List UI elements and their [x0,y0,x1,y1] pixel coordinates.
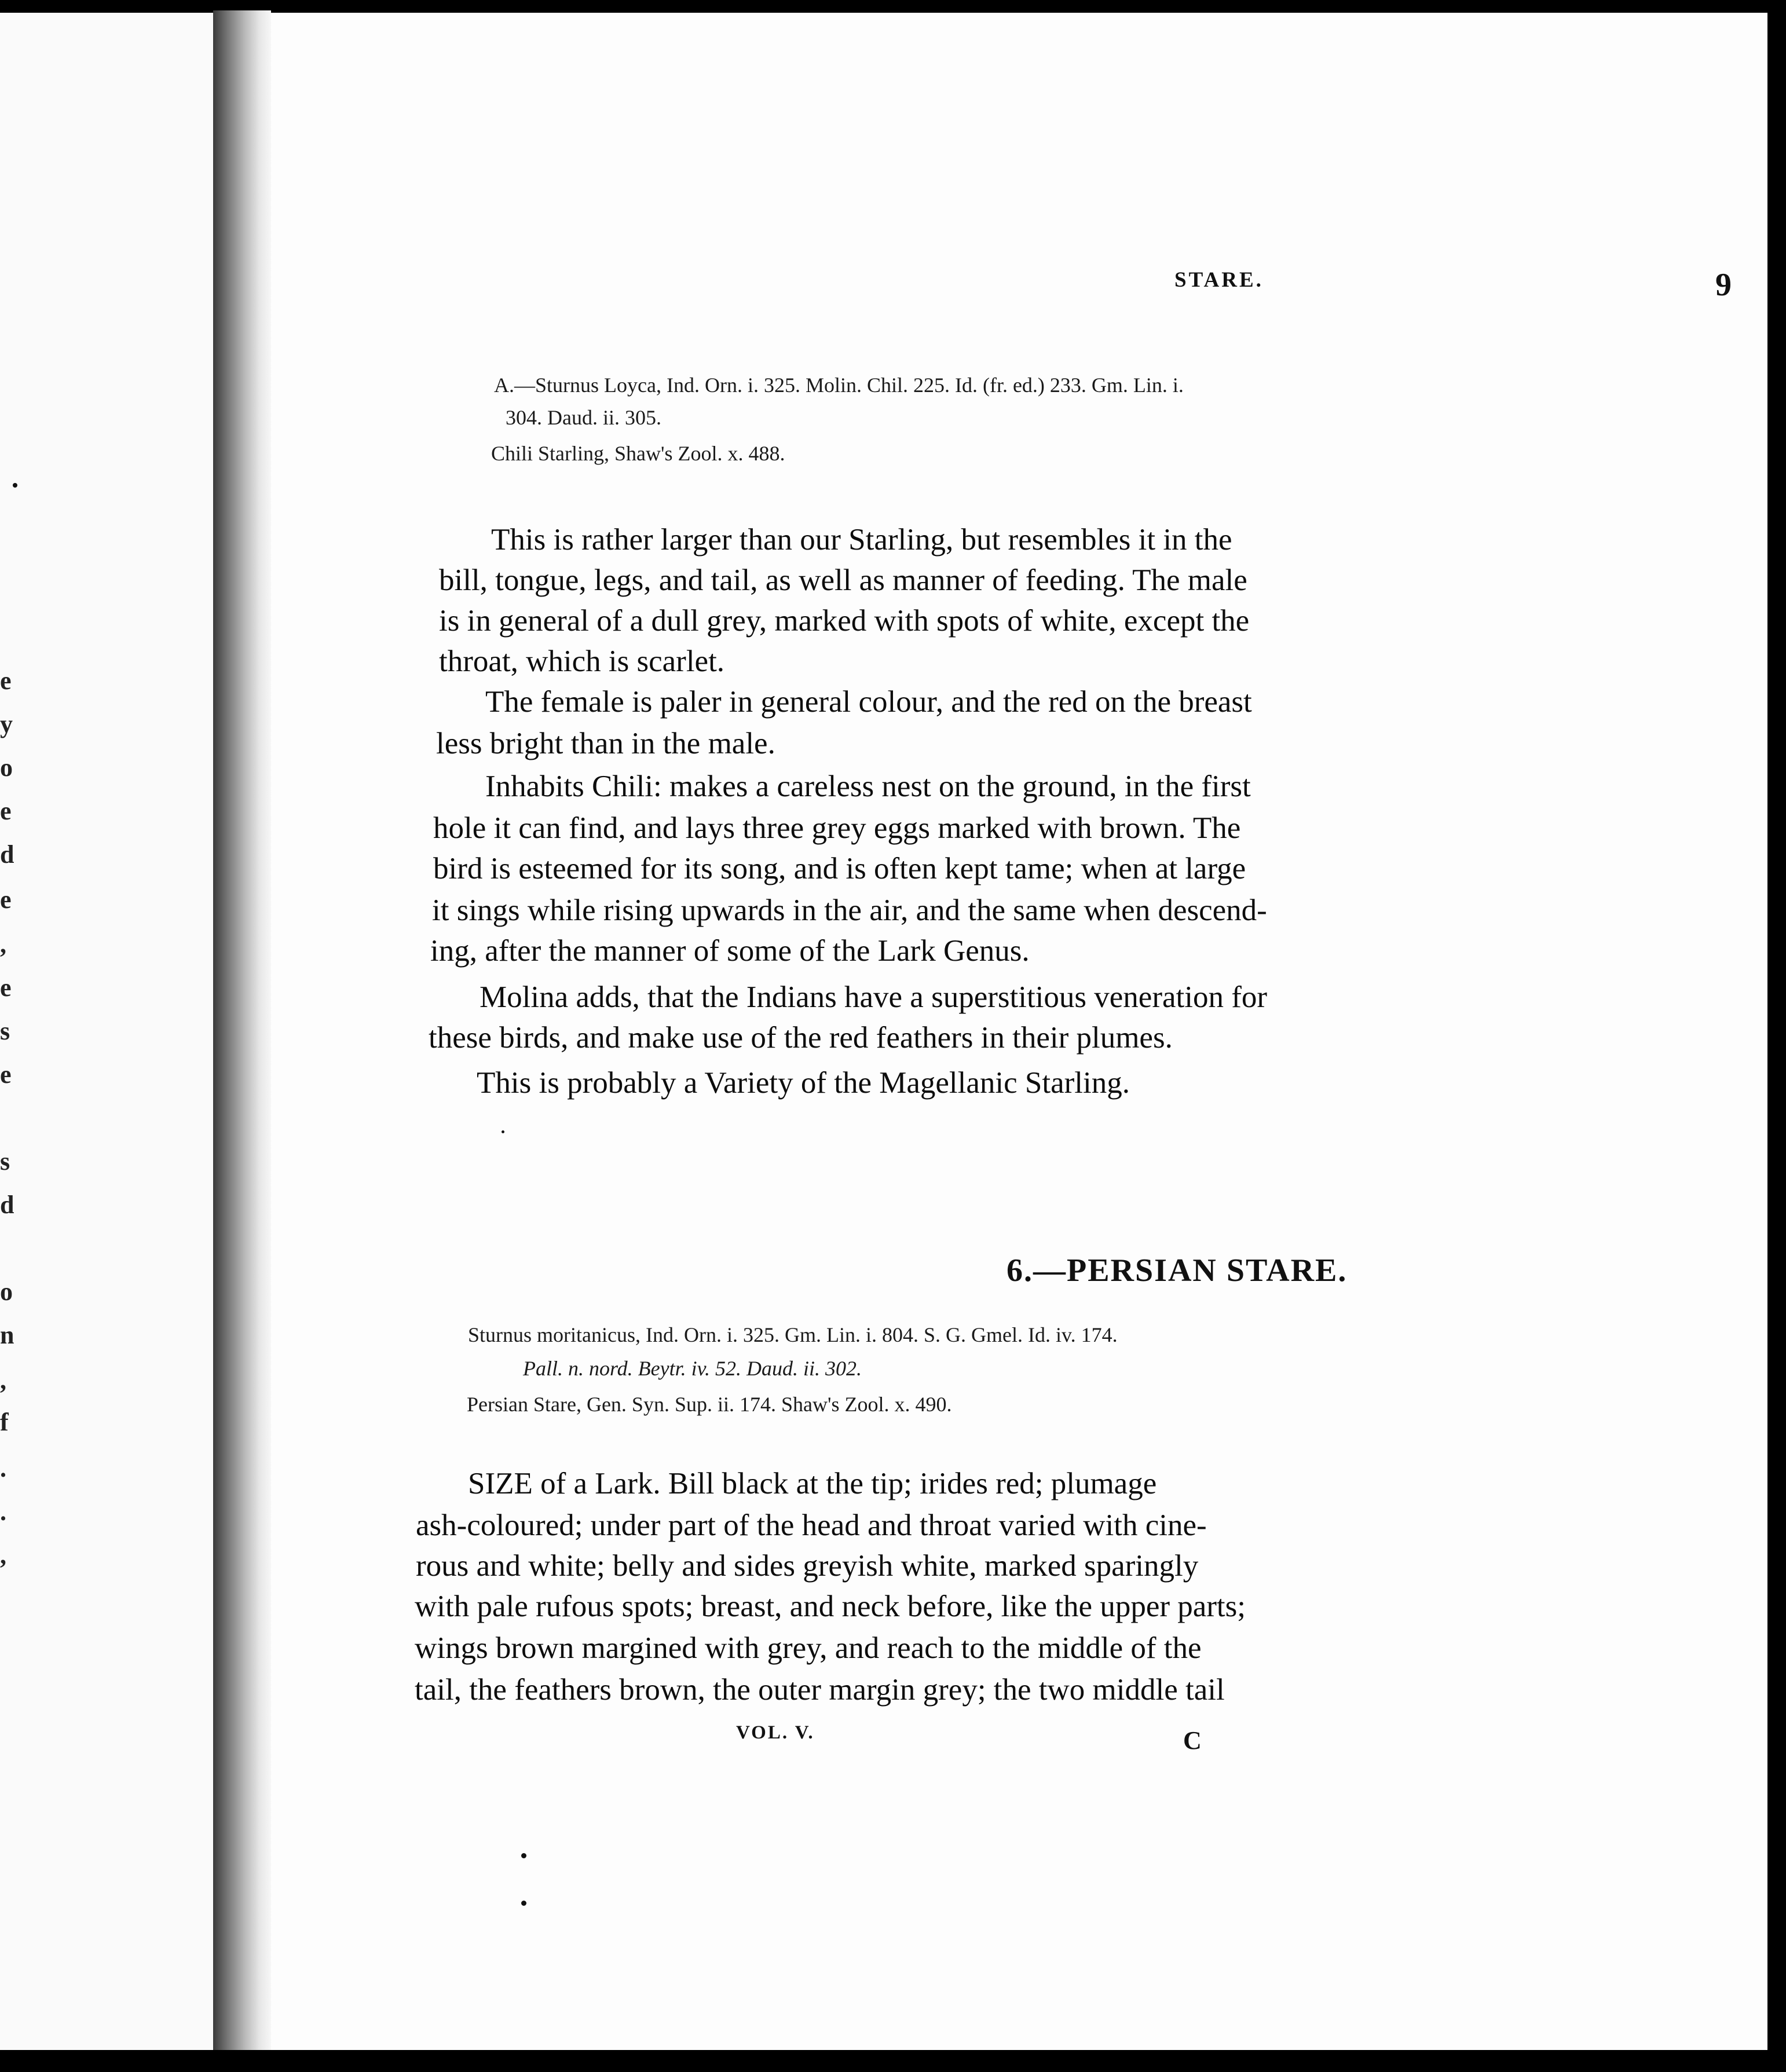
ink-speck [13,483,17,488]
facing-page-letter: s [0,1147,10,1176]
body-line: This is rather larger than our Starling, but resembles it in the [491,523,1232,557]
body-line: bill, tongue, legs, and tail, as well as manner of feeding. The male [439,563,1247,597]
body-line: Inhabits Chili: makes a careless nest on the ground, in the first [485,770,1251,803]
body-line: Molina adds, that the Indians have a superstitious veneration for [480,980,1267,1014]
body-line: rous and white; belly and sides greyish white, marked sparingly [416,1549,1199,1583]
synonymy-line: A.—Sturnus Loyca, Ind. Orn. i. 325. Molin. Chil. 225. Id. (fr. ed.) 233. Gm. Lin. i. [494,374,1184,397]
facing-page-letter: , [0,1541,6,1569]
facing-page-letter: o [0,1277,13,1306]
facing-page-letter: s [0,1017,10,1045]
facing-page-edge [0,13,213,2050]
body-line: wings brown margined with grey, and reach to the middle of the [415,1631,1202,1665]
body-line: SIZE of a Lark. Bill black at the tip; irides red; plumage [468,1467,1157,1500]
facing-page-letter: , [0,1366,6,1394]
facing-page-letter: o [0,753,13,782]
synonymy-line: Persian Stare, Gen. Syn. Sup. ii. 174. Shaw's Zool. x. 490. [467,1393,952,1416]
facing-page-letter: d [0,1191,14,1219]
signature-mark: C [1183,1726,1202,1755]
facing-page-letter: f [0,1408,9,1436]
synonymy-line: Sturnus moritanicus, Ind. Orn. i. 325. Gm. Lin. i. 804. S. G. Gmel. Id. iv. 174. [468,1323,1118,1346]
facing-page-letter: d [0,840,14,869]
body-line: hole it can find, and lays three grey eggs marked with brown. The [433,811,1241,845]
section-heading: 6.—PERSIAN STARE. [1007,1253,1348,1288]
synonymy-line: 304. Daud. ii. 305. [506,406,661,429]
body-line: with pale rufous spots; breast, and neck before, like the upper parts; [415,1590,1246,1623]
facing-page-letter: e [0,667,12,695]
body-line: ash-coloured; under part of the head and throat varied with cine- [416,1509,1207,1542]
facing-page-letter: . [0,1454,6,1482]
body-line: it sings while rising upwards in the air, and the same when descend- [432,894,1267,927]
body-line: The female is paler in general colour, and the red on the breast [485,685,1252,719]
body-line: less bright than in the male. [436,727,775,760]
ink-speck [521,1853,526,1858]
facing-page-letter: e [0,973,12,1002]
facing-page-letter: . [0,1498,6,1526]
synonymy-line: Pall. n. nord. Beytr. iv. 52. Daud. ii. 302. [523,1357,862,1380]
volume-footer: VOL. V. [736,1722,815,1743]
facing-page-letter: , [0,930,6,958]
body-line: ing, after the manner of some of the Lark Genus. [430,934,1030,968]
ink-speck [502,1130,504,1133]
ink-speck [521,1901,526,1906]
body-line: is in general of a dull grey, marked with spots of white, except the [439,604,1250,638]
book-gutter-shadow [213,10,271,2050]
facing-page-letter: n [0,1321,14,1349]
body-line: throat, which is scarlet. [439,645,725,678]
facing-page-letter: e [0,885,12,914]
body-line: these birds, and make use of the red feathers in their plumes. [429,1021,1173,1055]
running-head: STARE. [1174,268,1264,292]
scan-border-bottom [0,2050,1786,2072]
facing-page-letter: e [0,797,12,825]
scan-border-right [1767,0,1786,2072]
book-page [271,13,1767,2050]
body-line: tail, the feathers brown, the outer margin grey; the two middle tail [415,1673,1225,1707]
page-number: 9 [1715,267,1732,303]
facing-page-letter: e [0,1060,12,1089]
body-line: bird is esteemed for its song, and is often kept tame; when at large [433,852,1246,885]
facing-page-letter: y [0,710,13,738]
synonymy-line: Chili Starling, Shaw's Zool. x. 488. [491,442,785,465]
body-line: This is probably a Variety of the Magellanic Starling. [477,1066,1130,1100]
